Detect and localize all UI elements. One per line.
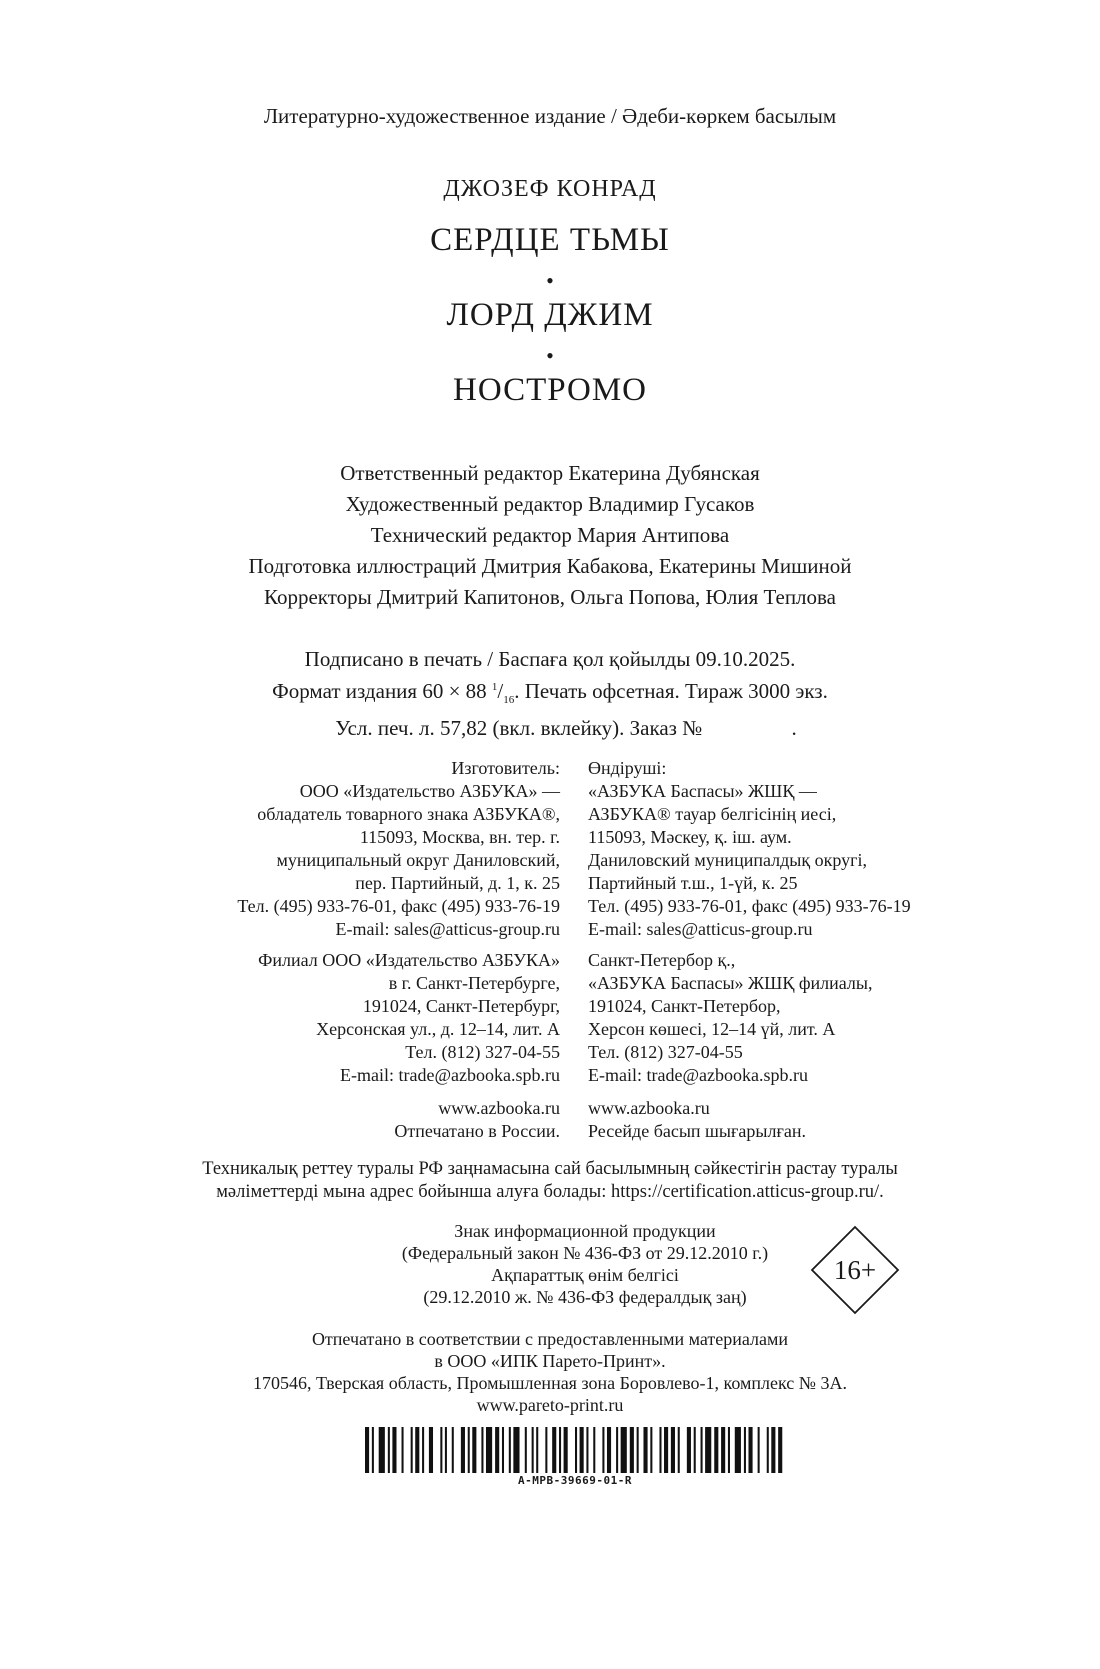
barcode-bar [767, 1427, 769, 1473]
text-line: мәліметтерді мына адрес бойынша алуға болады: https://certification.atticus-group.ru/. [216, 1182, 884, 1202]
format-prefix: Формат издания 60 × 88 [272, 679, 487, 703]
info-product-sign [350, 1220, 820, 1308]
barcode-bar [771, 1427, 775, 1473]
title-separator: • [546, 268, 554, 293]
text-line: ООО «Издательство АЗБУКА» — [299, 781, 560, 801]
credit-line: Подготовка иллюстраций Дмитрия Кабакова, Екатерины Мишиной [248, 554, 852, 578]
barcode-bar [694, 1427, 696, 1473]
sheets-order: Усл. печ. л. 57,82 (вкл. вклейку). Заказ № . [335, 716, 797, 741]
barcode-bar [468, 1427, 470, 1473]
text-line: 191024, Санкт-Петербург, [362, 996, 560, 1016]
text-line: (29.12.2010 ж. № 436-ФЗ федералдық заң) [423, 1287, 747, 1307]
barcode-bar [502, 1427, 504, 1473]
book-title-2: ЛОРД ДЖИМ [446, 297, 654, 333]
text-line: Херсонская ул., д. 12–14, лит. А [316, 1019, 560, 1039]
barcode-bar [461, 1427, 465, 1473]
text-line: Даниловский муниципалдық округі, [588, 850, 867, 870]
barcode-bar [602, 1427, 604, 1473]
column-russian [160, 757, 560, 1143]
barcode-bar [575, 1427, 577, 1473]
barcode-bar [659, 1427, 661, 1473]
barcode-bar [593, 1427, 595, 1473]
website-text: www.azbooka.ru [438, 1098, 560, 1118]
editorial-credits [0, 458, 1100, 613]
text-line: в г. Санкт-Петербурге, [388, 973, 560, 993]
barcode-bar [580, 1427, 584, 1473]
edition-type: Литературно-художественное издание / Әдеби-көркем басылым [263, 104, 837, 128]
barcode-bar [705, 1427, 711, 1473]
barcode-bar [392, 1427, 396, 1473]
format-line: Формат издания 60 × 88 $^1/_{16}$. Печать офсетная. Тираж 3000 экз. [272, 679, 828, 707]
barcode-bar [586, 1427, 588, 1473]
barcode-bar [687, 1427, 691, 1473]
text-line: Тел. (495) 933-76-01, факс (495) 933-76-19 [237, 896, 560, 916]
text-line: АЗБУКА® тауар белгісінің иесі, [588, 804, 837, 824]
barcode-bar [365, 1427, 369, 1473]
text-line: E-mail: trade@azbooka.spb.ru [340, 1065, 560, 1085]
text-line: 170546, Тверская область, Промышленная зона Боровлево-1, комплекс № 3А. [253, 1373, 847, 1393]
credit-line: Ответственный редактор Екатерина Дубянская [340, 461, 760, 485]
printer-info [0, 1328, 1100, 1416]
text-line: 191024, Санкт-Петербор, [588, 996, 781, 1016]
barcode-bar [714, 1427, 718, 1473]
text-line: в ООО «ИПК Парето-Принт». [434, 1351, 666, 1371]
barcode-label: A-MPB-39669-01-R [518, 1474, 632, 1487]
web-ru [160, 1097, 560, 1143]
barcode-bar [748, 1427, 752, 1473]
barcode-icon [365, 1427, 785, 1473]
text-line: муниципальный округ Даниловский, [276, 850, 560, 870]
barcode-bar [621, 1427, 627, 1473]
barcode-bar [372, 1427, 374, 1473]
barcode-bar [440, 1427, 442, 1473]
branch-ru [160, 949, 560, 1087]
text-line: Тел. (495) 933-76-01, факс (495) 933-76-19 [588, 896, 911, 916]
text-line: Отпечатано в России. [394, 1121, 560, 1141]
text-line: Изготовитель: [451, 758, 560, 778]
text-line: E-mail: sales@atticus-group.ru [335, 919, 560, 939]
barcode-bar [607, 1427, 611, 1473]
certification-notice [0, 1158, 1100, 1204]
manufacturer-ru [160, 757, 560, 941]
text-line: Знак информационной продукции [454, 1221, 716, 1241]
barcode-bar [429, 1427, 433, 1473]
barcode-bar [422, 1427, 424, 1473]
barcode-bar [481, 1427, 483, 1473]
text-line: Тел. (812) 327-04-55 [588, 1042, 743, 1062]
barcode-bar [388, 1427, 390, 1473]
barcode-bar [559, 1427, 561, 1473]
barcode-bar [616, 1427, 618, 1473]
format-suffix: . Печать офсетная. Тираж 3000 экз. [514, 679, 828, 703]
text-line: Филиал ООО «Издательство АЗБУКА» [258, 950, 560, 970]
barcode-bar [486, 1427, 492, 1473]
barcode-bar [509, 1427, 511, 1473]
text-line: 115093, Москва, вн. тер. г. [359, 827, 560, 847]
text-line: 115093, Мәскеу, қ. іш. аум. [588, 827, 792, 847]
barcode-bar [643, 1427, 647, 1473]
branch-kz [588, 949, 1008, 1087]
author-name: ДЖОЗЕФ КОНРАД [443, 176, 657, 202]
credit-line: Художественный редактор Владимир Гусаков [345, 492, 755, 516]
format-fraction-den: 16 [503, 694, 515, 707]
barcode-bar [495, 1427, 499, 1473]
barcode-bar [472, 1427, 476, 1473]
format-fraction-num: 1 [491, 681, 498, 693]
barcode-bar [402, 1427, 404, 1473]
barcode-bar [379, 1427, 385, 1473]
text-line: Ресейде басып шығарылған. [588, 1121, 806, 1141]
barcode-bar [678, 1427, 680, 1473]
age-rating-badge [810, 1225, 900, 1315]
barcode-bar [728, 1427, 730, 1473]
text-line: «АЗБУКА Баспасы» ЖШҚ филиалы, [588, 973, 873, 993]
barcode-bar [452, 1427, 454, 1473]
barcode-bar [525, 1427, 527, 1473]
barcode-bar [445, 1427, 447, 1473]
text-line: обладатель товарного знака АЗБУКА®, [257, 804, 560, 824]
text-line: пер. Партийный, д. 1, к. 25 [355, 873, 560, 893]
book-title-1: СЕРДЦЕ ТЬМЫ [430, 222, 670, 258]
barcode-bar [758, 1427, 760, 1473]
text-line: Техникалық реттеу туралы РФ заңнамасына сай басылымның сәйкестігін растау туралы [202, 1159, 898, 1179]
text-line: Ақпараттық өнім белгісі [491, 1265, 679, 1285]
barcode-bar [744, 1427, 746, 1473]
book-title-3: НОСТРОМО [453, 372, 647, 408]
signed-date: Подписано в печать / Баспаға қол қойылды 09.10.2025. [304, 647, 796, 671]
barcode-bar [778, 1427, 782, 1473]
website-text: www.pareto-print.ru [476, 1395, 624, 1415]
text-line: «АЗБУКА Баспасы» ЖШҚ — [588, 781, 817, 801]
text-line: (Федеральный закон № 436-ФЗ от 29.12.2010 г.) [401, 1243, 769, 1263]
barcode-bar [671, 1427, 675, 1473]
barcode-bar [564, 1427, 568, 1473]
credit-line: Технический редактор Мария Антипова [370, 523, 730, 547]
manufacturer-kz [588, 757, 1008, 941]
barcode-bar [532, 1427, 534, 1473]
title-separator: • [546, 343, 554, 368]
text-line: Отпечатано в соответствии с предоставленными материалами [311, 1329, 789, 1349]
barcode-bar [411, 1427, 413, 1473]
barcode-bar [701, 1427, 703, 1473]
text-line: Санкт-Петербор қ., [588, 950, 736, 970]
text-line: E-mail: trade@azbooka.spb.ru [588, 1065, 808, 1085]
text-line: Тел. (812) 327-04-55 [405, 1042, 560, 1062]
barcode-bar [721, 1427, 725, 1473]
barcode-bar [536, 1427, 538, 1473]
text-line: Херсон көшесі, 12–14 үй, лит. А [588, 1019, 836, 1039]
text-line: Партийный т.ш., 1-үй, к. 25 [588, 873, 798, 893]
age-rating-text: 16+ [833, 1255, 877, 1285]
text-line: Өндіруші: [588, 758, 667, 778]
barcode-bar [552, 1427, 556, 1473]
barcode-bar [650, 1427, 652, 1473]
print-details [0, 645, 1100, 742]
barcode-bar [735, 1427, 741, 1473]
barcode-bar [513, 1427, 519, 1473]
barcode-bar [630, 1427, 634, 1473]
barcode-bar [664, 1427, 668, 1473]
barcode-bar [415, 1427, 419, 1473]
barcode-bar [545, 1427, 547, 1473]
barcode-bar [637, 1427, 639, 1473]
web-kz [588, 1097, 1008, 1143]
column-kazakh [588, 757, 1008, 1143]
website-text: www.azbooka.ru [588, 1098, 710, 1118]
credit-line: Корректоры Дмитрий Капитонов, Ольга Попова, Юлия Теплова [263, 585, 836, 609]
text-line: E-mail: sales@atticus-group.ru [588, 919, 813, 939]
